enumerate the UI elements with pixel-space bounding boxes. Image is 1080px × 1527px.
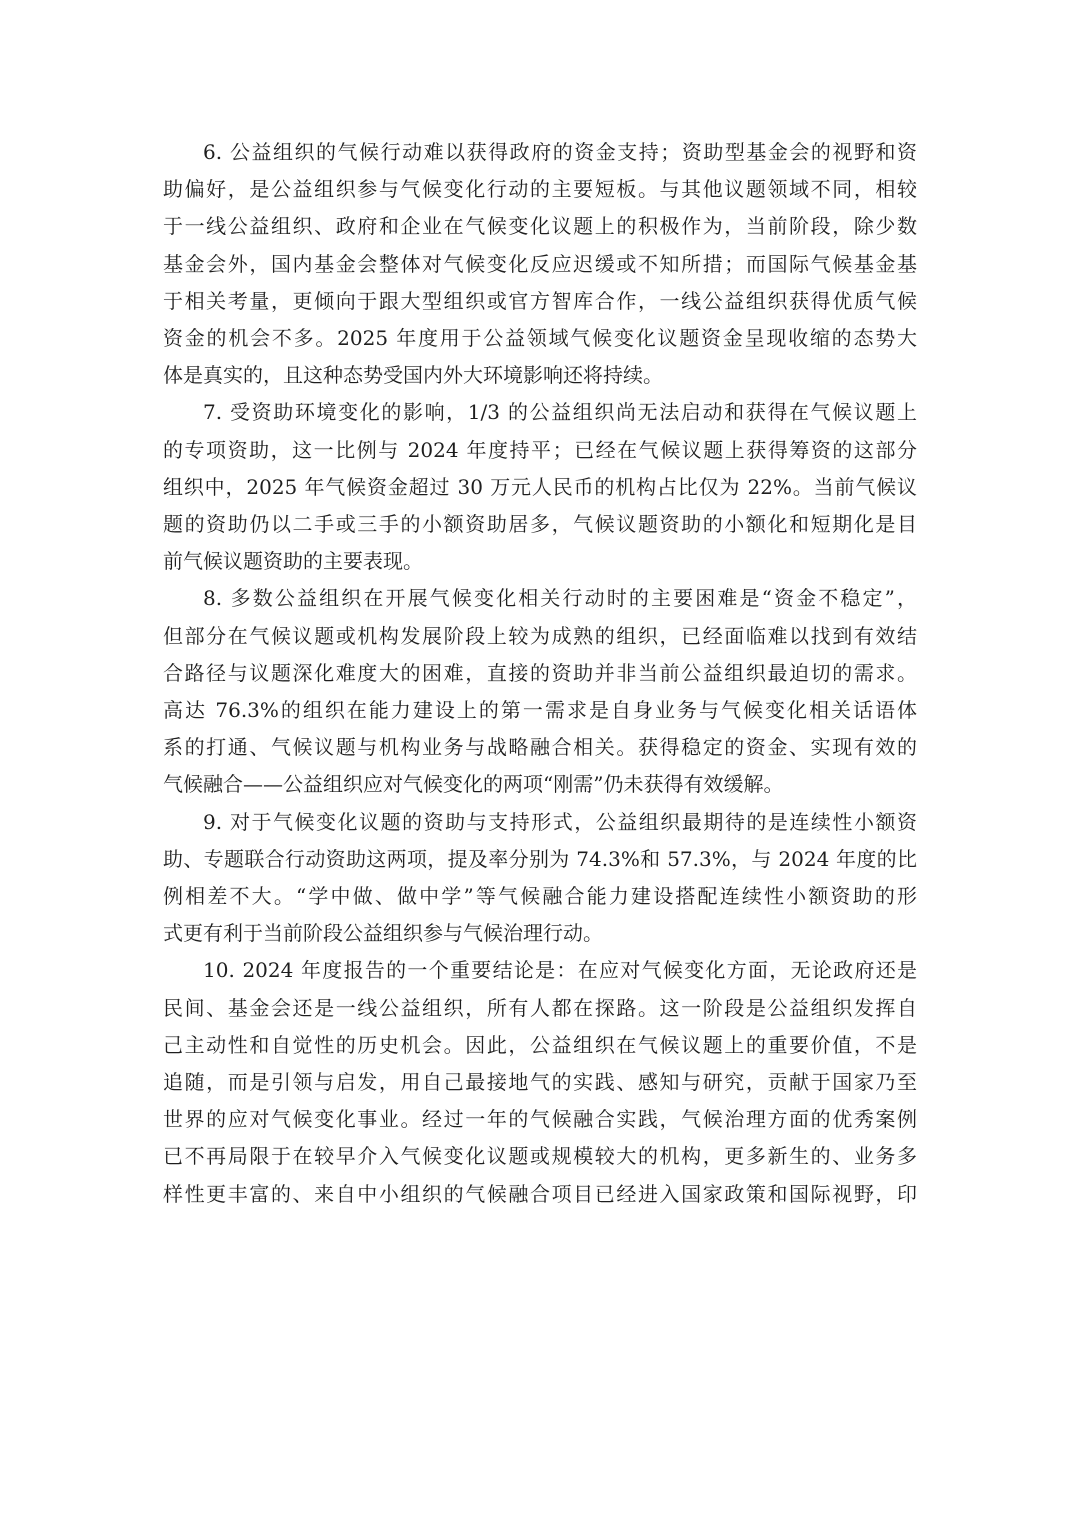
text-line: 8. 多数公益组织在开展气候变化相关行动时的主要困难是“资金不稳定”， [203, 586, 917, 611]
text-line: 式更有利于当前阶段公益组织参与气候治理行动。 [163, 921, 603, 946]
text-line: 7. 受资助环境变化的影响，1/3 的公益组织尚无法启动和获得在气候议题上 [203, 400, 917, 425]
document-body [163, 134, 917, 1213]
text-line: 气候融合——公益组织应对气候变化的两项“刚需”仍未获得有效缓解。 [163, 772, 784, 797]
text-line: 基金会外，国内基金会整体对气候变化反应迟缓或不知所措；而国际气候基金基 [163, 251, 917, 276]
text-line: 资金的机会不多。2025 年度用于公益领域气候变化议题资金呈现收缩的态势大 [163, 326, 917, 351]
text-line: 题的资助仍以二手或三手的小额资助居多，气候议题资助的小额化和短期化是目 [163, 512, 917, 537]
text-line: 样性更丰富的、来自中小组织的气候融合项目已经进入国家政策和国际视野，印 [163, 1181, 917, 1206]
paragraph-6 [163, 134, 917, 394]
text-line: 9. 对于气候变化议题的资助与支持形式，公益组织最期待的是连续性小额资 [203, 809, 917, 834]
text-line: 己主动性和自觉性的历史机会。因此，公益组织在气候议题上的重要价值，不是 [163, 1032, 917, 1057]
text-line: 民间、基金会还是一线公益组织，所有人都在探路。这一阶段是公益组织发挥自 [163, 995, 917, 1020]
paragraph-7 [163, 394, 917, 580]
text-line: 组织中，2025 年气候资金超过 30 万元人民币的机构占比仅为 22%。当前气候议 [163, 474, 917, 499]
text-line: 系的打通、气候议题与机构业务与战略融合相关。获得稳定的资金、实现有效的 [163, 735, 917, 760]
text-line: 前气候议题资助的主要表现。 [163, 549, 423, 574]
paragraph-10 [163, 952, 917, 1212]
text-line: 于相关考量，更倾向于跟大型组织或官方智库合作，一线公益组织获得优质气候 [163, 288, 917, 313]
text-line: 已不再局限于在较早介入气候变化议题或规模较大的机构，更多新生的、业务多 [163, 1144, 917, 1169]
text-line: 10. 2024 年度报告的一个重要结论是：在应对气候变化方面，无论政府还是 [203, 958, 917, 983]
paragraph-9 [163, 804, 917, 953]
text-line: 但部分在气候议题或机构发展阶段上较为成熟的组织，已经面临难以找到有效结 [163, 623, 917, 648]
text-line: 例相差不大。“学中做、做中学”等气候融合能力建设搭配连续性小额资助的形 [163, 884, 917, 909]
paragraph-8 [163, 580, 917, 803]
text-line: 助、专题联合行动资助这两项，提及率分别为 74.3%和 57.3%，与 2024 年度的比 [163, 846, 917, 871]
text-line: 高达 76.3%的组织在能力建设上的第一需求是自身业务与气候变化相关话语体 [163, 698, 917, 723]
text-line: 合路径与议题深化难度大的困难，直接的资助并非当前公益组织最迫切的需求。 [163, 660, 917, 685]
text-line: 追随，而是引领与启发，用自己最接地气的实践、感知与研究，贡献于国家乃至 [163, 1070, 917, 1095]
text-line: 助偏好，是公益组织参与气候变化行动的主要短板。与其他议题领域不同，相较 [163, 177, 917, 202]
text-line: 的专项资助，这一比例与 2024 年度持平；已经在气候议题上获得筹资的这部分 [163, 437, 917, 462]
text-line: 体是真实的，且这种态势受国内外大环境影响还将持续。 [163, 363, 663, 388]
text-line: 于一线公益组织、政府和企业在气候变化议题上的积极作为，当前阶段，除少数 [163, 214, 917, 239]
text-line: 世界的应对气候变化事业。经过一年的气候融合实践，气候治理方面的优秀案例 [163, 1107, 917, 1132]
text-line: 6. 公益组织的气候行动难以获得政府的资金支持；资助型基金会的视野和资 [203, 140, 917, 164]
